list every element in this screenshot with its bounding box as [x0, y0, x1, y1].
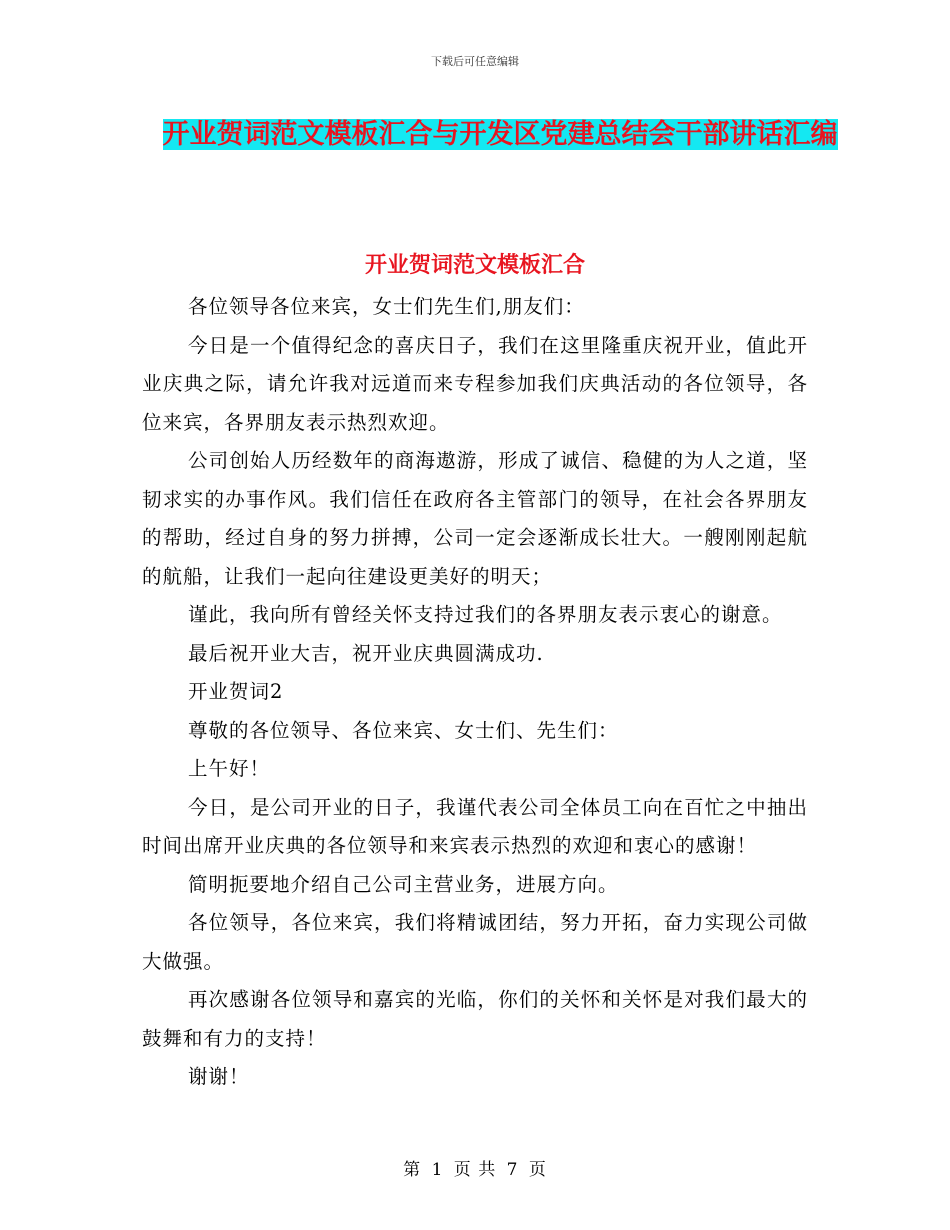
document-title-text: 开业贺词范文模板汇合与开发区党建总结会干部讲话汇编 [162, 119, 838, 150]
paragraph: 今日是一个值得纪念的喜庆日子，我们在这里隆重庆祝开业，值此开业庆典之际，请允许我对远道而来专程参加我们庆典活动的各位领导，各位来宾，各界朋友表示热烈欢迎。 [142, 333, 808, 434]
document-body [142, 288, 808, 1097]
section-title: 开业贺词范文模板汇合 [364, 252, 585, 278]
paragraph: 再次感谢各位领导和嘉宾的光临，你们的关怀和关怀是对我们最大的鼓舞和有力的支持！ [142, 988, 808, 1050]
paragraph: 今日，是公司开业的日子，我谨代表公司全体员工向在百忙之中抽出时间出席开业庆典的各位领导和来宾表示热烈的欢迎和衷心的感谢！ [142, 795, 808, 857]
document-title [120, 112, 880, 158]
header-note: 下载后可任意编辑 [431, 55, 519, 68]
paragraph: 各位领导，各位来宾，我们将精诚团结，努力开拓，奋力实现公司做大做强。 [142, 911, 808, 973]
footer-prefix: 第 [403, 1160, 422, 1180]
paragraph: 谨此，我向所有曾经关怀支持过我们的各界朋友表示衷心的谢意。 [188, 603, 783, 626]
paragraph: 开业贺词2 [188, 680, 284, 703]
paragraph: 最后祝开业大吉，祝开业庆典圆满成功. [188, 641, 544, 665]
footer-middle: 页 共 [453, 1160, 497, 1180]
paragraph: 简明扼要地介绍自己公司主营业务，进展方向。 [188, 872, 619, 896]
paragraph: 上午好！ [188, 757, 271, 780]
footer-total-pages: 7 [506, 1160, 519, 1180]
footer-page-number: 1 [431, 1160, 444, 1180]
paragraph: 谢谢！ [188, 1065, 250, 1088]
paragraph: 各位领导各位来宾，女士们先生们,朋友们： [188, 295, 585, 318]
paragraph: 公司创始人历经数年的商海遨游，形成了诚信、稳健的为人之道，坚韧求实的办事作风。我们信任在政府各主管部门的领导，在社会各界朋友的帮助，经过自身的努力拼搏，公司一定会逐渐成长壮大。一艘刚刚起航的航船，让我们一起向往建设更美好的明天； [142, 449, 808, 588]
page-footer [0, 1155, 950, 1180]
footer-suffix: 页 [528, 1160, 547, 1180]
paragraph: 尊敬的各位领导、各位来宾、女士们、先生们： [188, 718, 619, 742]
